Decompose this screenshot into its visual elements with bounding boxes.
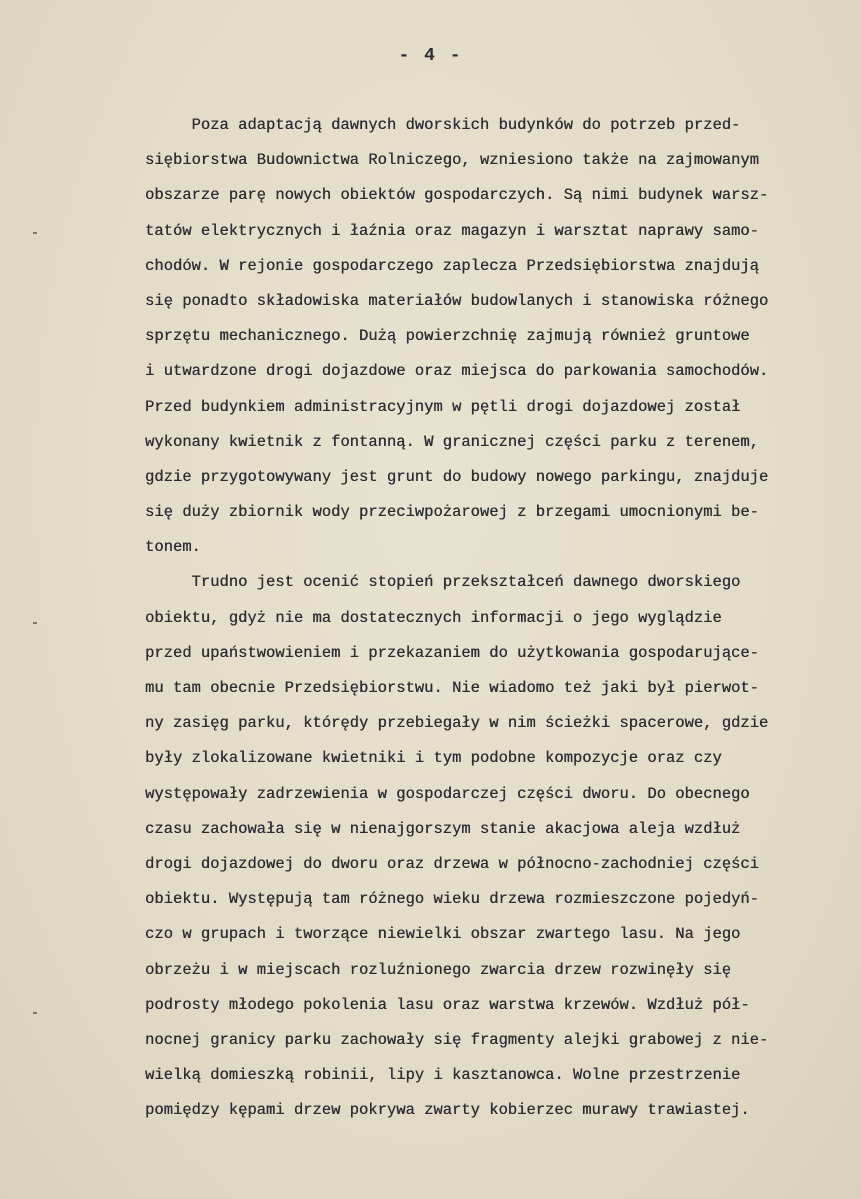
text-line: obrzeżu i w miejscach rozluźnionego zwarcia drzew rozwinęły się [145, 960, 731, 979]
page-number: - 4 - [398, 46, 463, 66]
text-line: wykonany kwietnik z fontanną. W granicznej części parku z terenem, [145, 432, 759, 451]
text-line: Trudno jest ocenić stopień przekształceń dawnego dworskiego [145, 573, 741, 592]
text-line: Poza adaptacją dawnych dworskich budynków do potrzeb przed- [145, 116, 741, 134]
body-text [145, 108, 845, 1128]
text-line: obiektu. Występują tam różnego wieku drzewa rozmieszczone pojedyń- [145, 890, 759, 909]
text-line: tonem. [145, 538, 201, 557]
text-line: ny zasięg parku, którędy przebiegały w nim ścieżki spacerowe, gdzie [145, 714, 769, 733]
text-line: były zlokalizowane kwietniki i tym podobne kompozycje oraz czy [145, 749, 722, 768]
text-line: mu tam obecnie Przedsiębiorstwu. Nie wiadomo też jaki był pierwot- [145, 679, 759, 697]
text-line: wielką domieszką robinii, lipy i kasztanowca. Wolne przestrzenie [145, 1066, 741, 1085]
text-line: obszarze parę nowych obiektów gospodarczych. Są nimi budynek warsz- [145, 186, 769, 205]
margin-mark [33, 622, 37, 624]
text-line: sprzętu mechanicznego. Dużą powierzchnię zajmują również gruntowe [145, 327, 750, 346]
text-line: się ponadto składowiska materiałów budowlanych i stanowiska różnego [145, 291, 769, 310]
text-line: podrosty młodego pokolenia lasu oraz warstwa krzewów. Wzdłuż pół- [145, 995, 750, 1014]
text-line: się duży zbiornik wody przeciwpożarowej z brzegami umocnionymi be- [145, 503, 759, 522]
text-line: występowały zadrzewienia w gospodarczej części dworu. Do obecnego [145, 784, 750, 803]
text-line: pomiędzy kępami drzew pokrywa zwarty kobierzec murawy trawiastej. [145, 1101, 750, 1120]
margin-mark [33, 232, 37, 234]
text-line: przed upaństwowieniem i przekazaniem do użytkowania gospodarujące- [145, 643, 759, 662]
text-line: tatów elektrycznych i łaźnia oraz magazyn i warsztat naprawy samo- [145, 221, 759, 240]
text-line: siębiorstwa Budownictwa Rolniczego, wzniesiono także na zajmowanym [145, 151, 759, 170]
text-line: nocnej granicy parku zachowały się fragmenty alejki grabowej z nie- [145, 1030, 769, 1049]
text-line: chodów. W rejonie gospodarczego zaplecza Przedsiębiorstwa znajdują [145, 256, 759, 275]
margin-mark [33, 1012, 37, 1014]
text-line: gdzie przygotowywany jest grunt do budowy nowego parkingu, znajduje [145, 467, 769, 486]
text-line: drogi dojazdowej do dworu oraz drzewa w północno-zachodniej części [145, 854, 759, 873]
text-line: czasu zachowała się w nienajgorszym stanie akacjowa aleja wzdłuż [145, 819, 741, 838]
text-line: Przed budynkiem administracyjnym w pętli drogi dojazdowej został [145, 397, 741, 416]
text-line: czo w grupach i tworzące niewielki obszar zwartego lasu. Na jego [145, 925, 741, 944]
text-line: obiektu, gdyż nie ma dostatecznych informacji o jego wyglądzie [145, 608, 722, 627]
text-line: i utwardzone drogi dojazdowe oraz miejsca do parkowania samochodów. [145, 362, 769, 381]
